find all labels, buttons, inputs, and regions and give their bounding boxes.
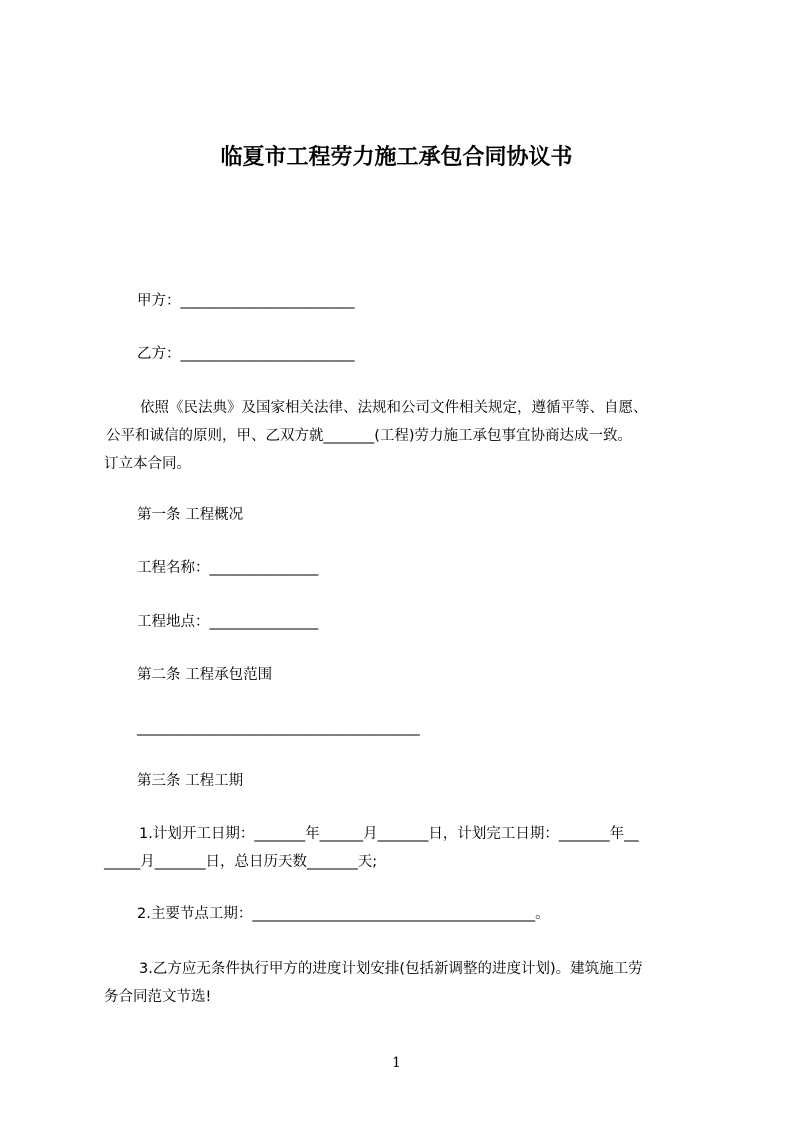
item-1-line-2: _____月_______日，总日历天数_______天; xyxy=(104,854,378,870)
article-1-heading: 第一条 工程概况 xyxy=(137,507,244,523)
item-1-line-1: 1.计划开工日期：_______年______月_______日，计划完工日期：_______年__ xyxy=(139,826,639,842)
item-3-line-2: 务合同范文节选! xyxy=(104,989,212,1005)
article-2-heading: 第二条 工程承包范围 xyxy=(137,667,273,683)
party-a-line: 甲方：________________________ xyxy=(137,293,355,309)
intro-paragraph-line-1: 依照《民法典》及国家相关法律、法规和公司文件相关规定，遵循平等、自愿、 xyxy=(140,400,648,416)
article-3-heading: 第三条 工程工期 xyxy=(137,773,244,789)
page-number: 1 xyxy=(392,1055,401,1071)
scope-blank-line: _______________________________________ xyxy=(137,720,420,736)
item-2-line: 2.主要节点工期：_______________________________________。 xyxy=(137,906,550,922)
intro-paragraph-line-3: 订立本合同。 xyxy=(104,456,191,472)
party-b-line: 乙方：________________________ xyxy=(137,346,355,362)
intro-paragraph-line-2: 公平和诚信的原则，甲、乙双方就_______(工程)劳力施工承包事宜协商达成一致。 xyxy=(106,428,633,444)
item-3-line-1: 3.乙方应无条件执行甲方的进度计划安排(包括新调整的进度计划)。建筑施工劳 xyxy=(139,961,643,977)
project-location-line: 工程地点：_______________ xyxy=(137,614,319,630)
project-name-line: 工程名称：_______________ xyxy=(137,560,319,576)
document-title: 临夏市工程劳力施工承包合同协议书 xyxy=(220,145,573,170)
